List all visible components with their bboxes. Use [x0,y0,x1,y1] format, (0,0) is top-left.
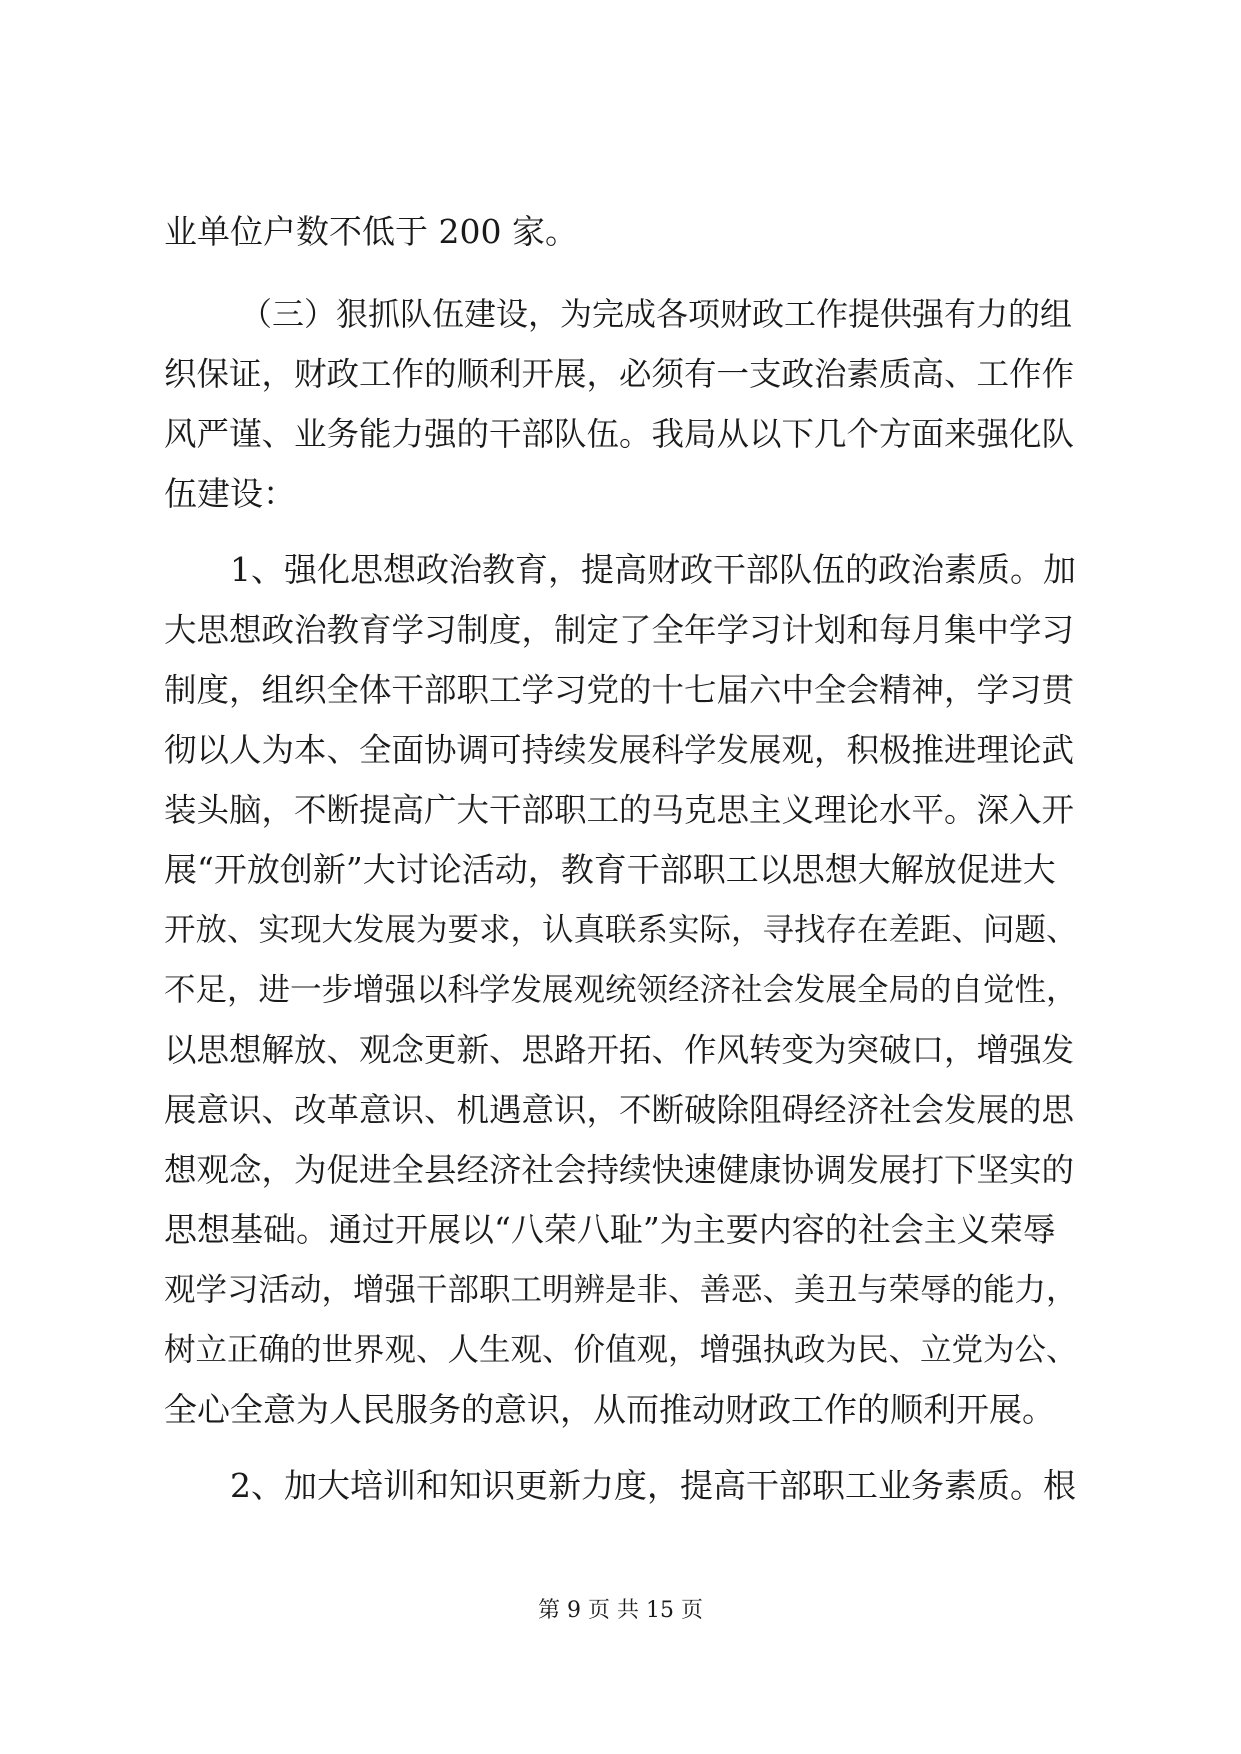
text-line: 2、加大培训和知识更新力度，提高干部职工业务素质。根 [230,1466,1076,1505]
text-line: 织保证，财政工作的顺利开展，必须有一支政治素质高、工作作 [164,355,1075,393]
text-line: 制度，组织全体干部职工学习党的十七届六中全会精神，学习贯 [164,671,1075,709]
text-line: 彻以人为本、全面协调可持续发展科学发展观，积极推进理论武 [164,731,1075,769]
text-line: （三）狠抓队伍建设，为完成各项财政工作提供强有力的组 [240,295,1073,333]
text-line: 树立正确的世界观、人生观、价值观，增强执政为民、立党为公、 [164,1332,1078,1368]
text-line: 业单位户数不低于 200 家。 [164,212,578,251]
text-line: 全心全意为人民服务的意识，从而推动财政工作的顺利开展。 [164,1390,1055,1429]
text-line: 展“开放创新”大讨论活动，教育干部职工以思想大解放促进大 [164,850,1056,889]
text-line: 风严谨、业务能力强的干部队伍。我局从以下几个方面来强化队 [164,415,1075,453]
text-line: 以思想解放、观念更新、思路开拓、作风转变为突破口，增强发 [164,1031,1075,1069]
text-line: 想观念，为促进全县经济社会持续快速健康协调发展打下坚实的 [164,1151,1075,1189]
page-footer: 第 9 页 共 15 页 [538,1598,703,1623]
text-line: 展意识、改革意识、机遇意识，不断破除阻碍经济社会发展的思 [164,1091,1075,1129]
text-line: 伍建设： [164,474,296,513]
text-line: 不足，进一步增强以科学发展观统领经济社会发展全局的自觉性， [164,972,1078,1008]
text-line: 装头脑，不断提高广大干部职工的马克思主义理论水平。深入开 [164,791,1075,829]
text-line: 观学习活动，增强干部职工明辨是非、善恶、美丑与荣辱的能力， [164,1272,1078,1308]
text-line: 开放、实现大发展为要求，认真联系实际，寻找存在差距、问题、 [164,912,1078,948]
text-line: 思想基础。通过开展以“八荣八耻”为主要内容的社会主义荣辱 [164,1210,1056,1249]
text-line: 1、强化思想政治教育，提高财政干部队伍的政治素质。加 [230,550,1076,589]
text-line: 大思想政治教育学习制度，制定了全年学习计划和每月集中学习 [164,611,1075,649]
